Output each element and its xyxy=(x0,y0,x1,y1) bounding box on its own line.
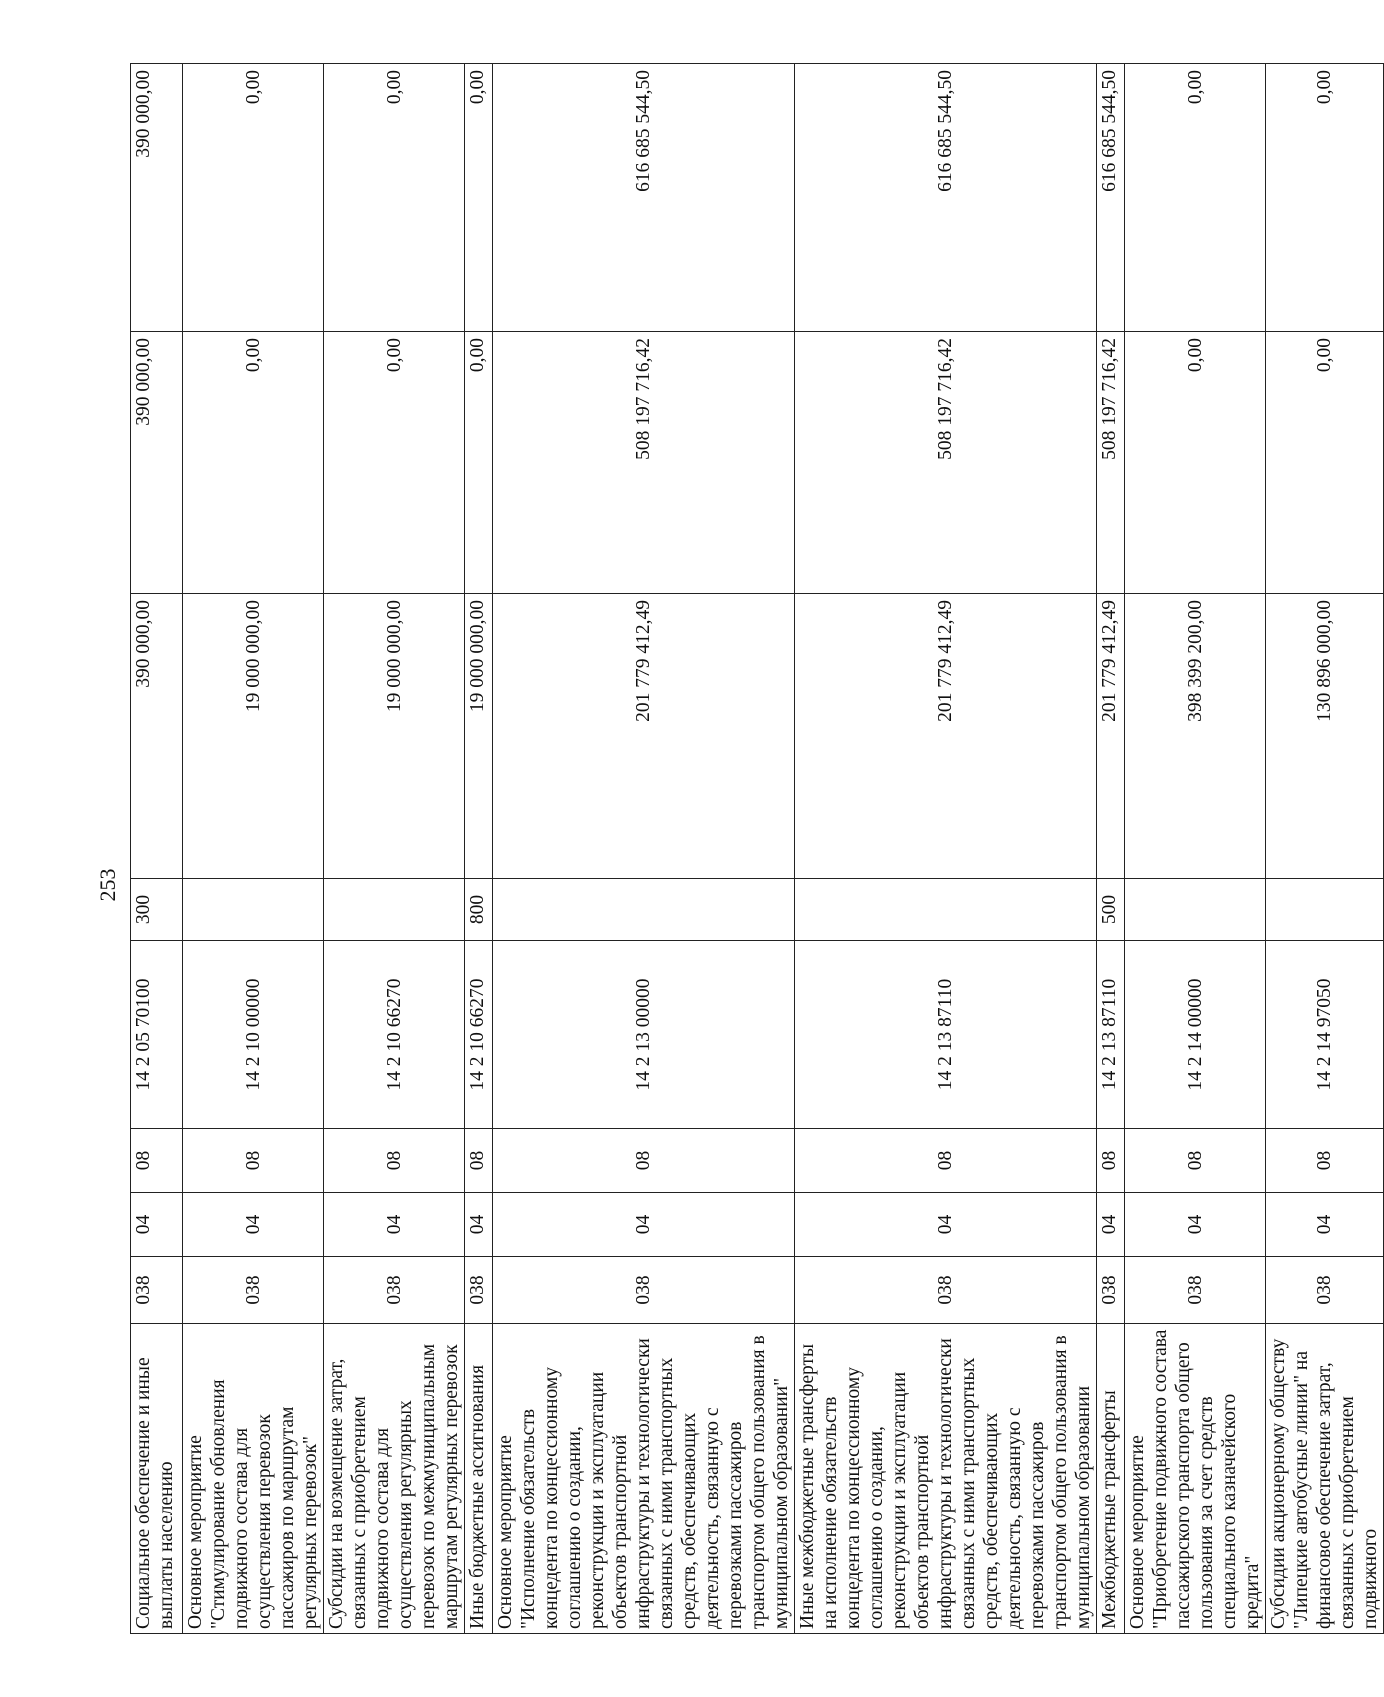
cell-name: Основное мероприятие "Стимулирование обновления подвижного состава для осуществления перевозок пассажиров по маршрутам регулярных перевозок" xyxy=(183,1324,324,1634)
cell-pr: 08 xyxy=(1266,1129,1384,1193)
cell-pr: 08 xyxy=(465,1129,493,1193)
cell-vr xyxy=(324,879,465,941)
cell-year1: 390 000,00 xyxy=(131,594,183,879)
table-row xyxy=(493,64,795,1634)
cell-name: Иные бюджетные ассигнования xyxy=(465,1324,493,1634)
cell-name: Социальное обеспечение и иные выплаты населению xyxy=(131,1324,183,1634)
page-number: 253 xyxy=(95,868,120,902)
cell-vr xyxy=(493,879,795,941)
cell-year2: 508 197 716,42 xyxy=(493,332,795,594)
cell-year2: 0,00 xyxy=(324,332,465,594)
cell-csr: 14 2 14 00000 xyxy=(1125,941,1266,1129)
cell-grbs: 038 xyxy=(131,1257,183,1324)
cell-pr: 08 xyxy=(183,1129,324,1193)
cell-year3: 0,00 xyxy=(324,64,465,332)
cell-vr xyxy=(795,879,1097,941)
table-row xyxy=(183,64,324,1634)
table-row xyxy=(465,64,493,1634)
cell-pr: 08 xyxy=(1125,1129,1266,1193)
cell-csr: 14 2 10 66270 xyxy=(324,941,465,1129)
cell-rz: 04 xyxy=(1266,1193,1384,1257)
cell-name: Субсидии на возмещение затрат, связанных с приобретением подвижного состава для осуществления регулярных перевозок по межмуниципальным маршрутам регулярных перевозок xyxy=(324,1324,465,1634)
cell-name: Иные межбюджетные трансферты на исполнение обязательств концедента по концессионному соглашению о создании, реконструкции и эксплуатации объектов транспортной инфраструктуры и технологически связанных с ними транспортных средств, обеспечивающих деятельность, связанную с перевозками пассажиров транспортом общего пользования в муниципальном образовании xyxy=(795,1324,1097,1634)
cell-year2: 390 000,00 xyxy=(131,332,183,594)
table-row xyxy=(1097,64,1125,1634)
cell-year3: 0,00 xyxy=(183,64,324,332)
cell-csr: 14 2 10 00000 xyxy=(183,941,324,1129)
cell-vr xyxy=(183,879,324,941)
cell-rz: 04 xyxy=(795,1193,1097,1257)
cell-name: Основное мероприятие "Исполнение обязательств концедента по концессионному соглашению о создании, реконструкции и эксплуатации объектов транспортной инфраструктуры и технологически связанных с ними транспортных средств, обеспечивающих деятельность, связанную с перевозками пассажиров транспортом общего пользования в муниципальном образовании" xyxy=(493,1324,795,1634)
table-row xyxy=(324,64,465,1634)
cell-grbs: 038 xyxy=(183,1257,324,1324)
cell-grbs: 038 xyxy=(1266,1257,1384,1324)
cell-year3: 390 000,00 xyxy=(131,64,183,332)
cell-year2: 0,00 xyxy=(1266,332,1384,594)
cell-rz: 04 xyxy=(1125,1193,1266,1257)
cell-grbs: 038 xyxy=(324,1257,465,1324)
cell-grbs: 038 xyxy=(1097,1257,1125,1324)
cell-grbs: 038 xyxy=(465,1257,493,1324)
cell-csr: 14 2 14 97050 xyxy=(1266,941,1384,1129)
cell-pr: 08 xyxy=(795,1129,1097,1193)
cell-pr: 08 xyxy=(324,1129,465,1193)
cell-grbs: 038 xyxy=(795,1257,1097,1324)
cell-csr: 14 2 10 66270 xyxy=(465,941,493,1129)
cell-year3: 0,00 xyxy=(1125,64,1266,332)
cell-name: Межбюджетные трансферты xyxy=(1097,1324,1125,1634)
cell-vr xyxy=(1125,879,1266,941)
cell-year3: 616 685 544,50 xyxy=(1097,64,1125,332)
cell-rz: 04 xyxy=(465,1193,493,1257)
cell-year3: 616 685 544,50 xyxy=(795,64,1097,332)
cell-csr: 14 2 13 87110 xyxy=(1097,941,1125,1129)
cell-year1: 19 000 000,00 xyxy=(465,594,493,879)
cell-rz: 04 xyxy=(183,1193,324,1257)
cell-rz: 04 xyxy=(324,1193,465,1257)
budget-table xyxy=(130,63,1384,1634)
cell-csr: 14 2 13 87110 xyxy=(795,941,1097,1129)
cell-csr: 14 2 05 70100 xyxy=(131,941,183,1129)
table-row xyxy=(1266,64,1384,1634)
cell-year1: 130 896 000,00 xyxy=(1266,594,1384,879)
cell-year2: 0,00 xyxy=(1125,332,1266,594)
table-row xyxy=(1125,64,1266,1634)
cell-year1: 19 000 000,00 xyxy=(183,594,324,879)
cell-vr: 500 xyxy=(1097,879,1125,941)
cell-vr xyxy=(1266,879,1384,941)
cell-year2: 0,00 xyxy=(183,332,324,594)
rotated-table-container xyxy=(130,64,1381,1634)
cell-rz: 04 xyxy=(131,1193,183,1257)
cell-pr: 08 xyxy=(1097,1129,1125,1193)
cell-year2: 508 197 716,42 xyxy=(795,332,1097,594)
cell-year1: 201 779 412,49 xyxy=(1097,594,1125,879)
cell-vr: 300 xyxy=(131,879,183,941)
table-row xyxy=(795,64,1097,1634)
cell-grbs: 038 xyxy=(1125,1257,1266,1324)
cell-year3: 0,00 xyxy=(465,64,493,332)
cell-rz: 04 xyxy=(1097,1193,1125,1257)
cell-year2: 508 197 716,42 xyxy=(1097,332,1125,594)
cell-year1: 398 399 200,00 xyxy=(1125,594,1266,879)
cell-grbs: 038 xyxy=(493,1257,795,1324)
cell-year1: 201 779 412,49 xyxy=(795,594,1097,879)
cell-rz: 04 xyxy=(493,1193,795,1257)
table-row xyxy=(131,64,183,1634)
cell-csr: 14 2 13 00000 xyxy=(493,941,795,1129)
cell-year1: 201 779 412,49 xyxy=(493,594,795,879)
cell-vr: 800 xyxy=(465,879,493,941)
cell-year3: 0,00 xyxy=(1266,64,1384,332)
cell-year3: 616 685 544,50 xyxy=(493,64,795,332)
cell-pr: 08 xyxy=(493,1129,795,1193)
cell-pr: 08 xyxy=(131,1129,183,1193)
cell-name: Субсидии акционерному обществу "Липецкие автобусные линии" на финансовое обеспечение затрат, связанных с приобретением подвижного xyxy=(1266,1324,1384,1634)
cell-name: Основное мероприятие "Приобретение подвижного состава пассажирского транспорта общего пользования за счет средств специального казначейского кредита" xyxy=(1125,1324,1266,1634)
cell-year2: 0,00 xyxy=(465,332,493,594)
cell-year1: 19 000 000,00 xyxy=(324,594,465,879)
